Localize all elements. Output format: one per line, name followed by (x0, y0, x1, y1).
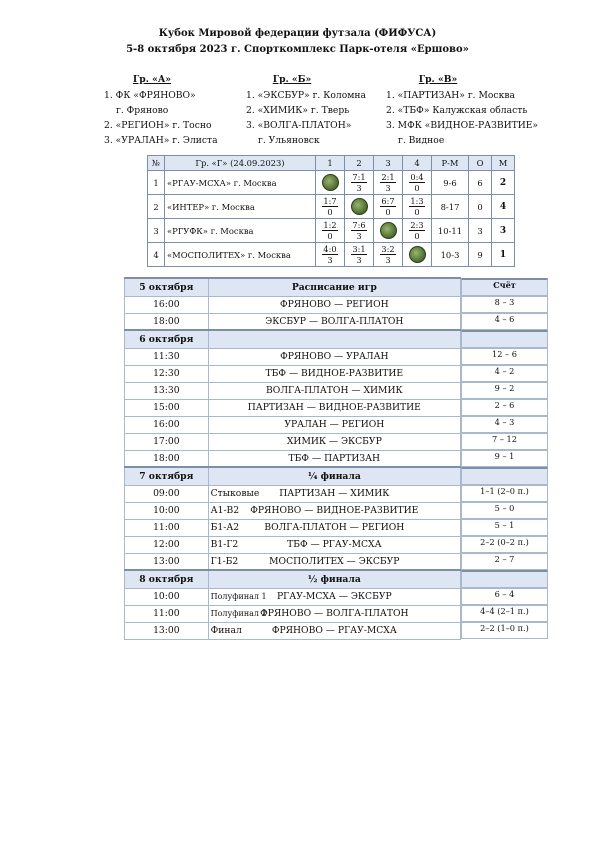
game-time: 16:00 (125, 296, 209, 313)
game-teams: МОСПОЛИТЕХ — ЭКСБУР (269, 555, 400, 567)
game-score: 9 – 1 (461, 450, 548, 467)
group-team: 2. «ХИМИК» г. Тверь (246, 105, 350, 116)
game-teams: ФРЯНОВО — ВИДНОЕ-РАЗВИТИЕ (250, 505, 419, 516)
team-name: «РГУФК» г. Москва (165, 219, 316, 243)
table-row (125, 348, 549, 365)
game-score: 8 – 3 (461, 296, 548, 313)
match-cell (403, 219, 432, 243)
group-team: 2. «ТБФ» Калужская область (386, 105, 528, 116)
standings-header-cell: 1 (316, 156, 345, 171)
match-points: 0 (414, 183, 420, 193)
game-label: Финал (210, 624, 242, 636)
game-match (208, 365, 460, 382)
table-row (125, 416, 549, 433)
game-label: А1-В2 (210, 504, 240, 516)
goal-difference: 10-11 (432, 219, 469, 243)
game-time: 11:00 (125, 519, 209, 536)
team-name: «ИНТЕР» г. Москва (165, 195, 316, 219)
match-cell (316, 195, 345, 219)
game-teams: ВОЛГА-ПЛАТОН — РЕГИОН (264, 522, 405, 533)
game-teams: УРАЛАН — РЕГИОН (284, 419, 385, 430)
game-score: 5 – 1 (461, 519, 548, 536)
group-team: 3. «ВОЛГА-ПЛАТОН» (246, 120, 352, 131)
game-match (208, 485, 460, 502)
goals: 0:4 (410, 172, 424, 182)
match-cell (345, 219, 374, 243)
football-icon (409, 246, 426, 263)
game-score: 12 – 6 (461, 348, 548, 365)
game-label: Полуфинал 2 (210, 608, 267, 618)
place: 2 (492, 171, 515, 195)
game-match (208, 399, 460, 416)
football-icon (380, 222, 397, 239)
table-row (148, 219, 515, 243)
game-teams: ФРЯНОВО — РЕГИОН (280, 299, 389, 310)
score-header (461, 467, 548, 485)
game-score: 2 – 7 (461, 553, 548, 570)
match-points: 0 (414, 231, 420, 241)
goals: 1:2 (323, 220, 337, 230)
group-team: 1. «ПАРТИЗАН» г. Москва (386, 90, 515, 101)
stage-title: Расписание игр (208, 278, 460, 296)
group-team: г. Ульяновск (258, 135, 320, 146)
game-teams: ТБФ — ВИДНОЕ-РАЗВИТИЕ (265, 368, 404, 379)
goals: 7:6 (352, 220, 366, 230)
game-time: 16:00 (125, 416, 209, 433)
points: 9 (469, 243, 492, 267)
game-match (208, 519, 460, 536)
table-row (125, 536, 549, 553)
match-cell (403, 243, 432, 267)
game-match (208, 605, 460, 622)
game-label: Полуфинал 1 (210, 591, 267, 601)
game-match (208, 382, 460, 399)
group-block (246, 72, 366, 148)
game-match (208, 296, 460, 313)
game-score: 2 – 6 (461, 399, 548, 416)
game-score: 4 – 2 (461, 365, 548, 382)
game-teams: ЭКСБУР — ВОЛГА-ПЛАТОН (265, 315, 404, 327)
team-name: «МОСПОЛИТЕХ» г. Москва (165, 243, 316, 267)
game-score: 4 – 3 (461, 416, 548, 433)
standings-header-cell: 2 (345, 156, 374, 171)
match-points: 0 (385, 207, 391, 217)
table-row (125, 433, 549, 450)
game-score: 4 – 6 (461, 313, 548, 330)
game-teams: ТБФ — РГАУ-МСХА (287, 539, 382, 550)
schedule-table (124, 277, 549, 640)
game-teams: ТБФ — ПАРТИЗАН (288, 452, 381, 464)
group-block (386, 72, 538, 148)
group-title: Гр. «В» (418, 74, 458, 85)
points: 0 (469, 195, 492, 219)
match-cell (316, 219, 345, 243)
match-cell (345, 171, 374, 195)
schedule-day-row (125, 330, 549, 348)
game-time: 13:30 (125, 382, 209, 399)
goals: 2:3 (410, 220, 424, 230)
table-row (125, 313, 549, 330)
game-time: 10:00 (125, 588, 209, 605)
match-cell (374, 219, 403, 243)
goals: 1:3 (410, 196, 424, 206)
group-team: 1. ФК «ФРЯНОВО» (104, 90, 196, 101)
group-team: 3. МФК «ВИДНОЕ-РАЗВИТИЕ» (386, 120, 539, 131)
goals: 2:1 (381, 172, 395, 182)
goal-difference: 9-6 (432, 171, 469, 195)
table-row (125, 622, 549, 639)
match-points: 3 (385, 255, 391, 265)
game-label: Б1-А2 (210, 521, 240, 533)
group-team: г. Видное (398, 135, 445, 146)
game-label: В1-Г2 (210, 538, 239, 550)
goals: 1:7 (323, 196, 337, 206)
game-match (208, 416, 460, 433)
game-time: 15:00 (125, 399, 209, 416)
goals: 4:0 (323, 244, 337, 254)
group-block (104, 72, 218, 148)
standings-header-cell: № (148, 156, 165, 171)
standings-header-cell: 3 (374, 156, 403, 171)
game-time: 13:00 (125, 622, 209, 639)
goals: 6:7 (381, 196, 395, 206)
document-title: Кубок Мировой федерации футзала (ФИФУСА) (158, 28, 437, 39)
match-score (380, 196, 395, 217)
group-team: 2. «РЕГИОН» г. Тосно (104, 120, 212, 131)
game-score: 7 – 12 (461, 433, 548, 450)
row-number: 1 (148, 171, 165, 195)
match-points: 0 (327, 207, 333, 217)
match-points: 3 (327, 255, 333, 265)
game-time: 09:00 (125, 485, 209, 502)
game-score: 2–2 (0–2 п.) (461, 536, 548, 553)
standings-header-row (148, 156, 515, 171)
stage-title: ¼ финала (208, 467, 460, 485)
place: 1 (492, 243, 515, 267)
match-cell (403, 171, 432, 195)
goal-difference: 8-17 (432, 195, 469, 219)
match-score (322, 244, 337, 265)
match-points: 3 (356, 255, 362, 265)
game-teams: ФРЯНОВО — ВОЛГА-ПЛАТОН (260, 608, 409, 619)
match-points: 0 (327, 231, 333, 241)
match-points: 3 (356, 231, 362, 241)
match-cell (374, 195, 403, 219)
goals: 7:1 (352, 172, 366, 182)
football-icon (322, 174, 339, 191)
table-row (125, 588, 549, 605)
match-score (380, 244, 395, 265)
match-score (322, 196, 337, 217)
game-time: 10:00 (125, 502, 209, 519)
match-cell (345, 195, 374, 219)
document-subtitle: 5-8 октября 2023 г. Спорткомплекс Парк-отеля «Ершово» (126, 44, 469, 55)
game-teams: ФРЯНОВО — УРАЛАН (280, 351, 389, 362)
day-date: 6 октября (125, 330, 209, 348)
match-score (351, 220, 366, 241)
standings-table (147, 155, 515, 267)
match-score (351, 244, 366, 265)
table-row (125, 399, 549, 416)
group-team: 3. «УРАЛАН» г. Элиста (104, 135, 218, 146)
goal-difference: 10-3 (432, 243, 469, 267)
game-match (208, 348, 460, 365)
game-time: 17:00 (125, 433, 209, 450)
game-label: Стыковые (210, 487, 260, 499)
match-points: 3 (385, 183, 391, 193)
game-teams: ВОЛГА-ПЛАТОН — ХИМИК (266, 385, 403, 396)
game-time: 12:30 (125, 365, 209, 382)
game-time: 18:00 (125, 313, 209, 330)
game-time: 11:30 (125, 348, 209, 365)
schedule-day-row (125, 278, 549, 296)
group-title: Гр. «А» (132, 74, 172, 85)
score-header (461, 330, 548, 348)
standings-header-cell: М (492, 156, 515, 171)
stage-title: ½ финала (208, 570, 460, 588)
match-cell (345, 243, 374, 267)
table-row (125, 502, 549, 519)
game-match (208, 450, 460, 467)
game-teams: ПАРТИЗАН — ХИМИК (279, 488, 390, 499)
day-date: 5 октября (125, 278, 209, 296)
place: 4 (492, 195, 515, 219)
match-cell (316, 171, 345, 195)
game-match (208, 502, 460, 519)
match-points: 0 (414, 207, 420, 217)
group-team: 1. «ЭКСБУР» г. Коломна (246, 90, 367, 101)
match-cell (403, 195, 432, 219)
stage-title (208, 330, 460, 348)
match-score (380, 172, 395, 193)
game-match (208, 588, 460, 605)
table-row (125, 296, 549, 313)
game-score: 1–1 (2–0 п.) (461, 485, 548, 502)
game-score: 4–4 (2–1 п.) (461, 605, 548, 622)
team-name: «РГАУ-МСХА» г. Москва (165, 171, 316, 195)
game-match (208, 313, 460, 330)
game-score: 5 – 0 (461, 502, 548, 519)
table-row (125, 553, 549, 570)
game-label: Г1-Б2 (210, 555, 239, 567)
game-match (208, 553, 460, 570)
score-header (461, 570, 548, 588)
game-teams: ПАРТИЗАН — ВИДНОЕ-РАЗВИТИЕ (247, 402, 421, 413)
goals: 3:1 (352, 244, 366, 254)
match-score (409, 220, 424, 241)
table-row (125, 450, 549, 467)
table-row (148, 171, 515, 195)
points: 3 (469, 219, 492, 243)
game-score: 9 – 2 (461, 382, 548, 399)
table-row (125, 605, 549, 622)
schedule-day-row (125, 570, 549, 588)
row-number: 3 (148, 219, 165, 243)
goals: 3:2 (381, 244, 395, 254)
standings-header-cell: О (469, 156, 492, 171)
standings-header-cell: Гр. «Г» (24.09.2023) (165, 156, 316, 171)
match-score (409, 196, 424, 217)
day-date: 8 октября (125, 570, 209, 588)
match-points: 3 (356, 183, 362, 193)
score-header: Счёт (461, 278, 548, 296)
game-teams: РГАУ-МСХА — ЭКСБУР (276, 591, 392, 602)
points: 6 (469, 171, 492, 195)
row-number: 2 (148, 195, 165, 219)
schedule-day-row (125, 467, 549, 485)
game-teams: ХИМИК — ЭКСБУР (286, 436, 382, 447)
match-cell (374, 171, 403, 195)
game-match (208, 536, 460, 553)
game-match (208, 622, 460, 639)
game-time: 18:00 (125, 450, 209, 467)
game-time: 12:00 (125, 536, 209, 553)
game-score: 6 – 4 (461, 588, 548, 605)
game-match (208, 433, 460, 450)
match-score (409, 172, 424, 193)
table-row (148, 195, 515, 219)
match-cell (374, 243, 403, 267)
match-score (322, 220, 337, 241)
game-time: 13:00 (125, 553, 209, 570)
table-row (148, 243, 515, 267)
place: 3 (492, 219, 515, 243)
game-time: 11:00 (125, 605, 209, 622)
standings-header-cell: Р-М (432, 156, 469, 171)
match-cell (316, 243, 345, 267)
group-team: г. Фряново (116, 105, 169, 116)
table-row (125, 519, 549, 536)
game-score: 2–2 (1–0 п.) (461, 622, 548, 639)
group-title: Гр. «Б» (272, 74, 312, 85)
table-row (125, 382, 549, 399)
table-row (125, 485, 549, 502)
row-number: 4 (148, 243, 165, 267)
table-row (125, 365, 549, 382)
football-icon (351, 198, 368, 215)
standings-header-cell: 4 (403, 156, 432, 171)
day-date: 7 октября (125, 467, 209, 485)
match-score (351, 172, 366, 193)
game-teams: ФРЯНОВО — РГАУ-МСХА (271, 625, 397, 636)
